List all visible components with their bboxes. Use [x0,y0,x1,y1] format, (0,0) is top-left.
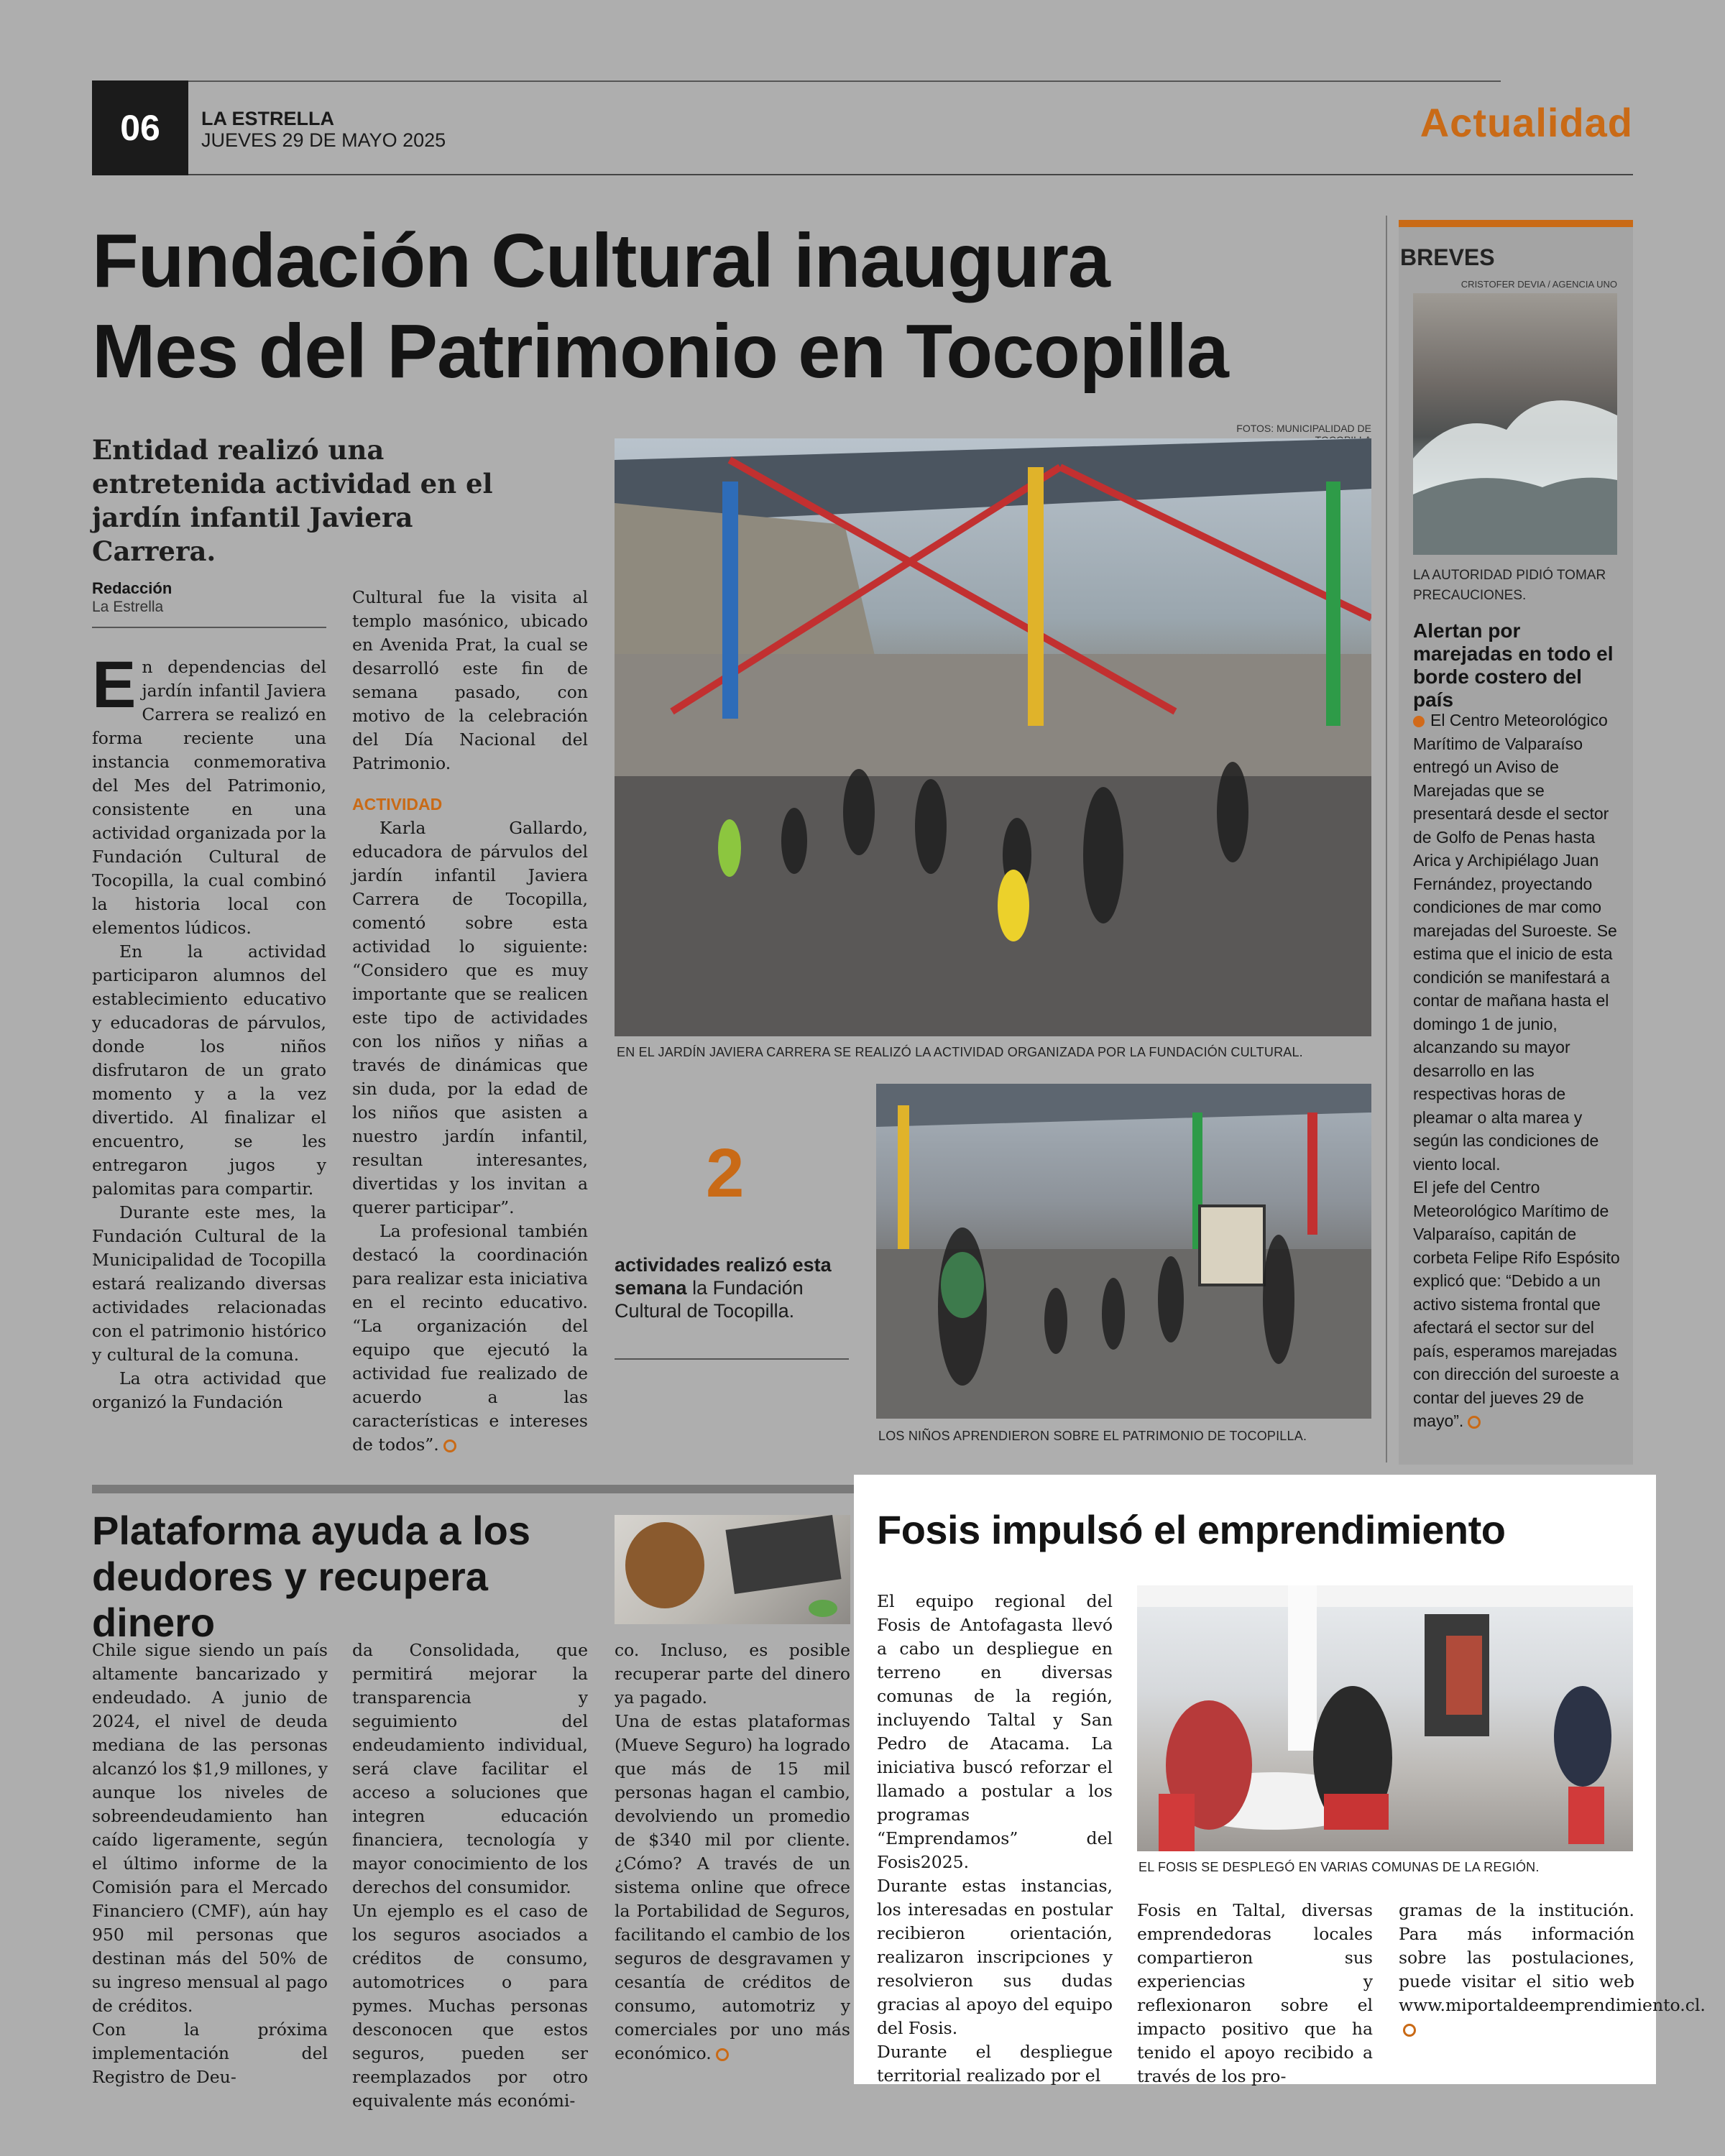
plataforma-column-3 [615,1639,850,2065]
drop-cap: E [92,648,137,722]
main-col1-p3: Durante este mes, la Fundación Cultural de la Municipalidad de Tocopilla estará realizando diversas actividades relacionadas con el patrimonio histórico y cultural de la comuna. [92,1202,326,1365]
breves-p2: El jefe del Centro Meteorológico Marítimo de Valparaíso, capitán de corbeta Felipe Rifo Espósito explicó que: “Debido a un activo sistema frontal que afectará el sector sur del país, esperamos marejadas con dirección del suroeste a contar del jueves 29 de mayo”. [1413,1178,1620,1430]
fosis-column-2 [1137,1899,1373,2088]
byline-org: La Estrella [92,599,164,615]
breves-end-mark-icon [1468,1416,1481,1429]
fosis-col3-p1: gramas de la institución. Para más información sobre las postulaciones, puede visitar el sitio web www.miportaldeemprendimiento.cl. [1399,1900,1706,2015]
byline-role: Redacción [92,579,172,597]
page-number-box [92,80,188,175]
main-col1-p4: La otra actividad que organizó la Fundación [92,1368,326,1412]
second-photo [876,1084,1371,1419]
fosis-col1-p1: El equipo regional del Fosis de Antofagasta llevó a cabo un despliegue en terreno en diversas comunas de la región, incluyendo Taltal y San Pedro de Atacama. La iniciativa buscó reforzar el llamado a postular a los programas “Emprendamos” del Fosis2025. [877,1591,1113,1872]
page-number: 06 [120,108,160,148]
main-headline-line1: Fundación Cultural inaugura [92,218,1110,303]
fact-bold: actividades realizó esta semana [615,1254,832,1299]
plataforma-column-1 [92,1639,328,2089]
plataforma-headline-line2: deudores y recupera dinero [92,1554,488,1645]
plataforma-end-mark-icon [716,2048,729,2061]
plataforma-headline-line1: Plataforma ayuda a los [92,1508,531,1553]
main-subhead: ACTIVIDAD [352,795,443,814]
plataforma-col3-p2: Una de estas plataformas (Mueve Seguro) ha logrado que más de 15 mil personas hagan el cambio, devolviendo un promedio de $340 mil por cliente. ¿Cómo? A través de un sistema online que ofrece la Portabilidad de Seguros, facilitando el cambio de los seguros de desgravamen y cesantía de créditos de consumo, automotriz y comerciales por uno más económico. [615,1711,850,2063]
breves-top-bar [1399,220,1633,227]
fosis-end-mark-icon [1403,2024,1416,2037]
breves-photo-credit: CRISTOFER DEVIA / AGENCIA UNO [1460,279,1617,290]
breves-caption: LA AUTORIDAD PIDIÓ TOMAR PRECAUCIONES. [1413,568,1606,603]
fosis-column-1 [877,1590,1113,2088]
byline-rule [92,627,326,628]
newspaper-name: LA ESTRELLA [201,108,334,129]
breves-bullet-icon [1413,716,1425,727]
main-headline [92,216,1386,397]
fact-number: 2 [706,1135,745,1212]
main-col2-p3: La profesional también destacó la coordinación para realizar esta iniciativa en el recinto educativo. “La organización del equipo que ejecutó la actividad fue realizado de acuerdo a las características e intereses de todos”. [352,1221,588,1455]
plataforma-column-2 [352,1639,588,2113]
fosis-col1-p2: Durante estas instancias, los interesadas en postular recibieron orientación, realizaron inscripciones y resolvieron sus dudas gracias al apoyo del equipo del Fosis. [877,1876,1113,2038]
fosis-headline: Fosis impulsó el emprendimiento [877,1507,1506,1552]
issue-date: JUEVES 29 DE MAYO 2025 [201,129,446,151]
fosis-col2-p1: Fosis en Taltal, diversas emprendedoras locales compartieron sus experiencias y reflexionaron sobre el impacto positivo que ha tenido el apoyo recibido a través de los pro- [1137,1900,1373,2086]
plataforma-col1-p2: Con la próxima implementación del Registro de Deu- [92,2019,328,2087]
photo-credit-main: FOTOS: MUNICIPALIDAD DE [1236,423,1371,434]
fact-rest: la Fundación Cultural de Tocopilla. [615,1277,804,1322]
playground-scene-illustration [615,438,1371,1036]
plataforma-col2-p2: Un ejemplo es el caso de los seguros asociados a créditos de consumo, automotrices o para pymes. Muchas personas desconocen que estos seguros, pueden ser reemplazados por otro equivalente más económi- [352,1901,588,2111]
plataforma-col2-p1: da Consolidada, que permitirá mejorar la transparencia y seguimiento del endeudamiento individual, será clave facilitar el acceso a soluciones que integren educación financiera, tecnología y mayor conocimiento de los derechos del consumidor. [352,1640,588,1897]
breves-body [1413,709,1622,1433]
main-col1-p2: En la actividad participaron alumnos del establecimiento educativo y educadoras de párvulos, donde los niños disfrutaron de un grato momento y a la vez divertido. Al finalizar el encuentro, se les entregaron jugos y palomitas para compartir. [92,941,326,1199]
column-divider [1386,216,1387,1462]
wave-illustration [1413,293,1617,555]
children-exhibit-illustration [876,1084,1371,1419]
main-column-1 [92,648,326,1414]
breves-label: BREVES [1400,244,1495,270]
end-mark-icon [443,1439,456,1452]
breves-headline: Alertan por marejadas en todo el borde costero del país [1413,619,1614,711]
breves-p1: El Centro Meteorológico Marítimo de Valparaíso entregó un Aviso de Marejadas que se presentará desde el sector de Golfo de Penas hasta Arica y Archipiélago Juan Fernández, proyectando condiciones de mar como marejadas del Suroeste. Se estima que el inicio de esta condición se manifestará a contar de mañana hasta el domingo 1 de junio, alcanzando su mayor desarrollo en las respectivas horas de pleamar o alta marea y según las condiciones de viento local. [1413,711,1617,1174]
breves-photo [1413,293,1617,555]
fact-rule [615,1358,849,1360]
fosis-caption: EL FOSIS SE DESPLEGÓ EN VARIAS COMUNAS DE LA REGIÓN. [1138,1860,1540,1874]
header-rule [188,174,1633,175]
caption-main-photo: EN EL JARDÍN JAVIERA CARRERA SE REALIZÓ LA ACTIVIDAD ORGANIZADA POR LA FUNDACIÓN CULTURAL. [617,1045,1303,1059]
fosis-photo [1137,1585,1633,1851]
plataforma-photo [615,1515,850,1624]
main-col2-p1: Cultural fue la visita al templo masónico, ubicado en Avenida Prat, la cual se desarrolló este fin de semana pasado, con motivo de la celebración del Día Nacional del Patrimonio. [352,587,588,773]
fact-text [615,1253,852,1322]
plataforma-col1-p1: Chile sigue siendo un país altamente bancarizado y endeudado. A junio de 2024, el nivel de deuda mediana de las personas alcanzó los $1,9 millones, y aunque los niveles de sobreendeudamiento han caído ligeramente, según el último informe de la Comisión para el Mercado Financiero (CMF), aún hay 950 mil personas que destinan más del 50% de su ingreso mensual al pago de créditos. [92,1640,328,2016]
main-lead: Entidad realizó una entretenida actividad en el jardín infantil Javiera Carrera. [92,434,493,567]
plataforma-col3-p1: co. Incluso, es posible recuperar parte del dinero ya pagado. [615,1640,850,1708]
top-rule [92,80,1501,82]
section-name: Actualidad [1420,100,1633,145]
main-col2-p2: Karla Gallardo, educadora de párvulos del jardín infantil Javiera Carrera de Tocopilla, comentó sobre esta actividad lo siguiente: “Considero que es muy importante que se realicen este tipo de actividades con los niños y niñas a través de dinámicas que sin duda, por la edad de los niños que asisten a nuestro jardín infantil, resultan interesantes, divertidas y los invitan a querer participar”. [352,818,588,1217]
main-photo [615,438,1371,1036]
main-headline-line2: Mes del Patrimonio en Tocopilla [92,309,1228,394]
fosis-column-3 [1399,1899,1706,2041]
fosis-col1-p3: Durante el despliegue territorial realizado por el [877,2042,1113,2086]
caption-second-photo: LOS NIÑOS APRENDIERON SOBRE EL PATRIMONIO DE TOCOPILLA. [878,1429,1307,1443]
fosis-office-illustration [1137,1585,1633,1851]
laptop-user-illustration [615,1515,850,1624]
main-column-2 [352,586,588,1457]
plataforma-headline [92,1508,617,1646]
main-col1-p1: n dependencias del jardín infantil Javiera Carrera se realizó en forma reciente una instancia conmemorativa del Mes del Patrimonio, consistente en una actividad organizada por la Fundación Cultural de Tocopilla, la cual combinó la historia local con elementos lúdicos. [92,657,326,938]
